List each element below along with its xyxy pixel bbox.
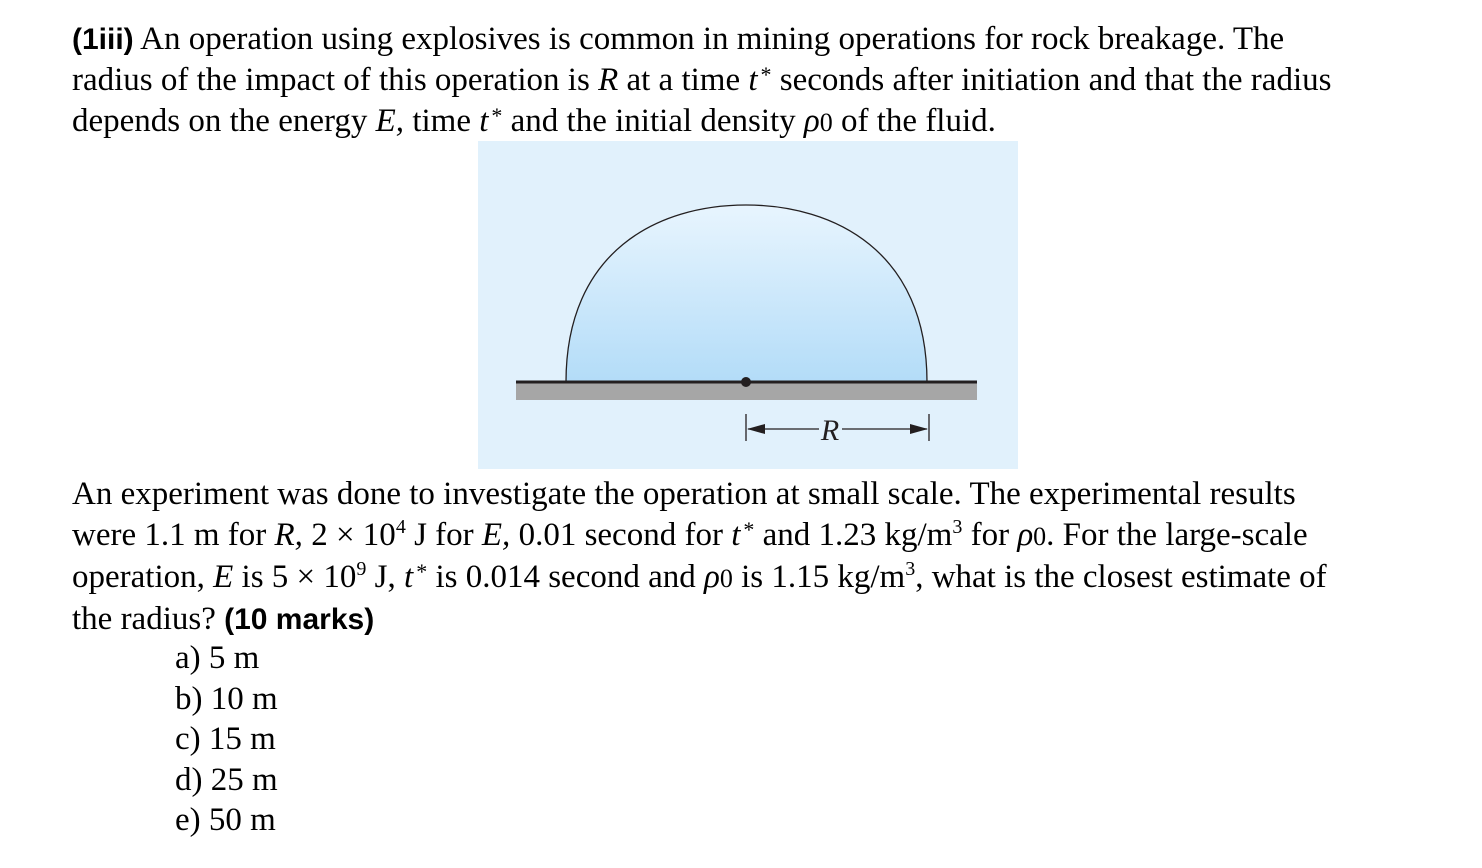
experiment-description <box>72 474 1452 640</box>
question-label: (1iii) <box>72 23 134 56</box>
answer-option-a: a) 5 m <box>175 640 260 676</box>
radius-label: R <box>820 414 840 447</box>
answer-option-d: d) 25 m <box>175 761 278 798</box>
blast-center-point <box>741 377 751 387</box>
intro-line-3: depends on the energy E, time t * and the initial density ρ0 of the fluid. <box>72 103 996 139</box>
experiment-line-4: the radius? (10 marks) <box>72 601 375 637</box>
answer-option-e: e) 50 m <box>175 802 276 838</box>
experiment-line-2: were 1.1 m for R, $2 \times 10^4$ J for E, 0.01 second for t * and 1.23 $kg/m^3$ for ρ0. For the large-scale <box>72 516 1308 553</box>
answer-option-c: c) 15 m <box>175 721 276 757</box>
question-intro <box>72 19 1452 143</box>
experiment-line-1: An experiment was done to investigate the operation at small scale. The experimental results <box>72 476 1296 512</box>
intro-line-1: (1iii) An operation using explosives is common in mining operations for rock breakage. The <box>72 21 1285 57</box>
marks-label: (10 marks) <box>224 603 375 636</box>
blast-radius-diagram <box>478 141 1018 469</box>
experiment-line-3: operation, E is $5 \times 10^9$ J, t * is 0.014 second and ρ0 is 1.15 $kg/m^3$, what is the closest estimate of <box>72 558 1327 595</box>
intro-line-2: radius of the impact of this operation is R at a time t * seconds after initiation and that the radius <box>72 62 1332 98</box>
answer-options <box>175 638 278 841</box>
answer-option-b: b) 10 m <box>175 680 278 717</box>
